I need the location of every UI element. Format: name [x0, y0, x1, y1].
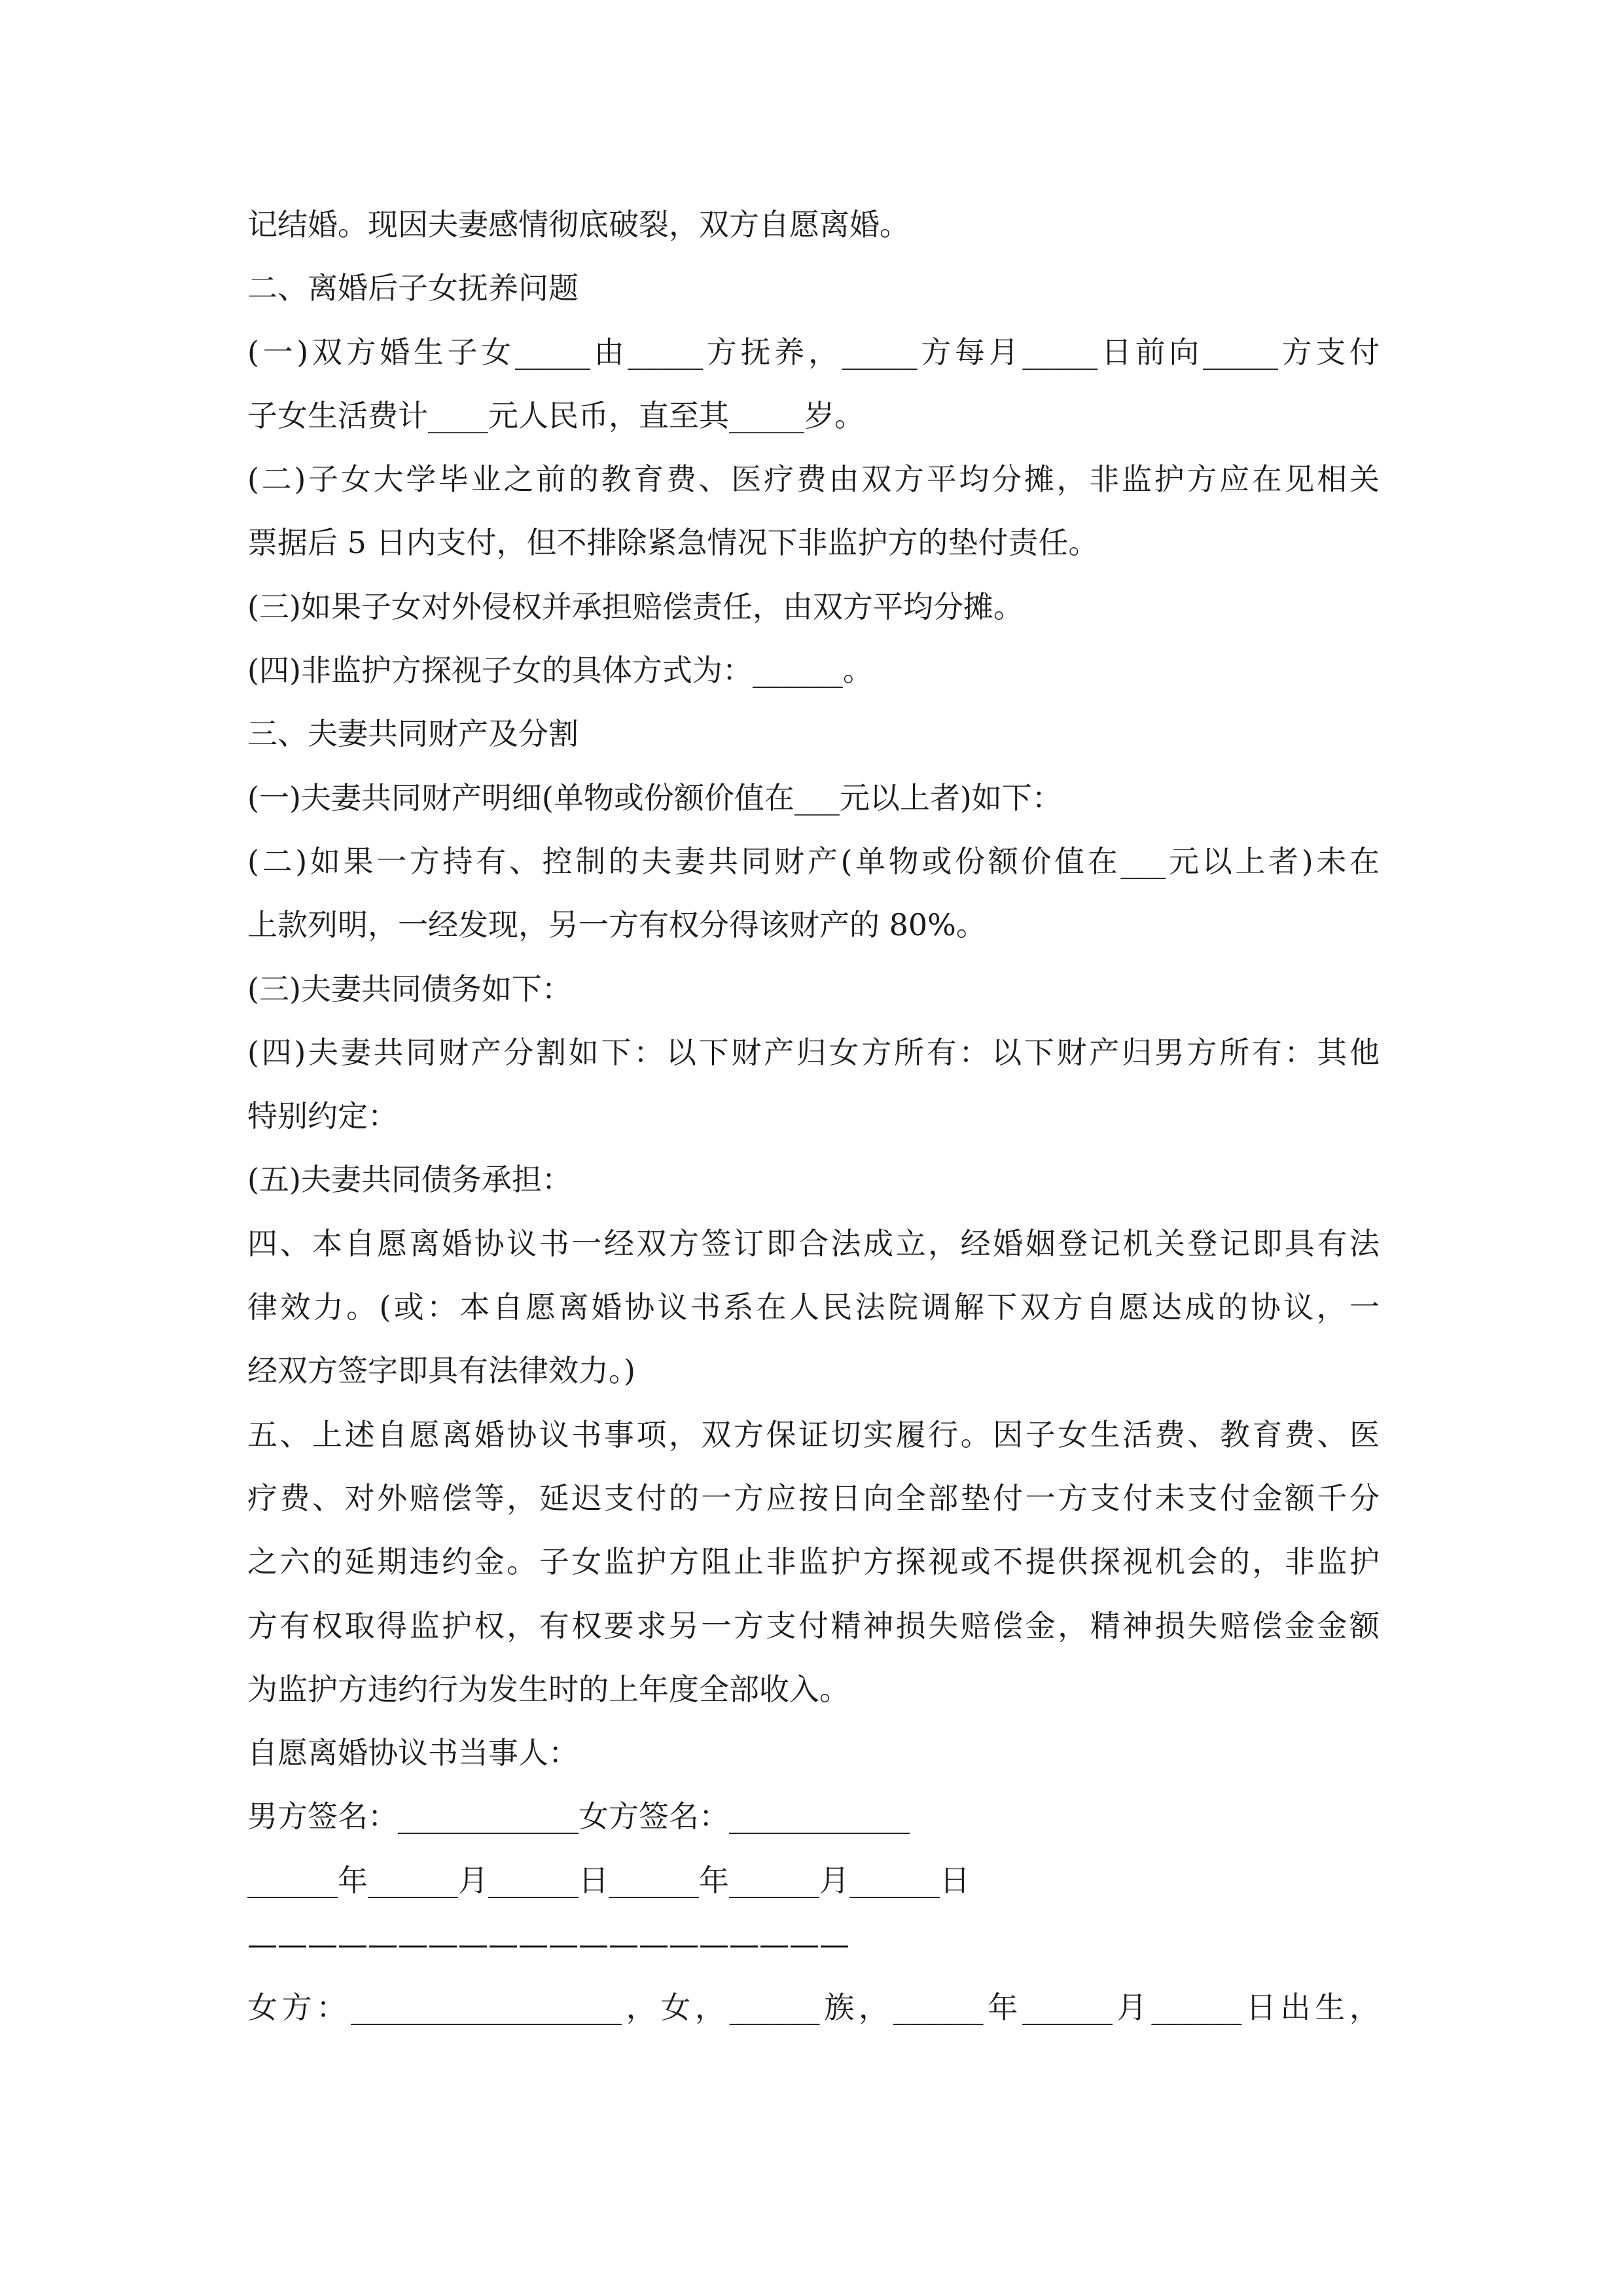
text-line: 记结婚。现因夫妻感情彻底破裂，双方自愿离婚。 [247, 207, 910, 242]
text-line: 疗费、对外赔偿等，延迟支付的一方应按日向全部垫付一方支付未支付金额千分 [247, 1480, 1380, 1516]
text-line: 五、上述自愿离婚协议书事项，双方保证切实履行。因子女生活费、教育费、医 [247, 1416, 1380, 1452]
signature-line: 男方签名：____________女方签名：____________ [247, 1799, 910, 1835]
text-line: (一)双方婚生子女_____由_____方抚养，_____方每月_____日前向_____方支付 [247, 334, 1380, 370]
parties-label: 自愿离婚协议书当事人： [247, 1735, 579, 1771]
text-line: (四)夫妻共同财产分割如下：以下财产归女方所有：以下财产归男方所有：其他 [247, 1034, 1380, 1070]
text-line: (五)夫妻共同债务承担： [247, 1162, 572, 1198]
text-line: (一)夫妻共同财产明细(单物或份额价值在___元以上者)如下： [247, 780, 1062, 816]
text-line: 票据后 5 日内支付，但不排除紧急情况下非监护方的垫付责任。 [247, 525, 1099, 561]
text-line: 经双方签字即具有法律效力。) [247, 1353, 635, 1389]
section-heading: 二、离婚后子女抚养问题 [247, 270, 579, 306]
text-line: 上款列明，一经发现，另一方有权分得该财产的 80%。 [247, 907, 986, 943]
text-line: (二)子女大学毕业之前的教育费、医疗费由双方平均分摊，非监护方应在见相关 [247, 461, 1380, 497]
date-line: ______年______月______日______年______月______日 [247, 1862, 970, 1898]
text-line: 律效力。(或：本自愿离婚协议书系在人民法院调解下双方自愿达成的协议，一 [247, 1289, 1380, 1325]
text-line: (三)如果子女对外侵权并承担赔偿责任，由双方平均分摊。 [247, 588, 1024, 624]
document-body [247, 193, 1380, 2040]
text-line: 方有权取得监护权，有权要求另一方支付精神损失赔偿金，精神损失赔偿金金额 [247, 1607, 1380, 1643]
separator-rule: ———————————————————— [247, 1926, 849, 1962]
text-line: 特别约定： [247, 1098, 398, 1134]
text-line: 为监护方违约行为发生时的上年度全部收入。 [247, 1671, 849, 1707]
text-line: (二)如果一方持有、控制的夫妻共同财产(单物或份额价值在___元以上者)未在 [247, 843, 1380, 879]
section-heading: 三、夫妻共同财产及分割 [247, 716, 579, 752]
text-line: 女方：__________________，女，______族，______年______月______日出生， [247, 1990, 1380, 2026]
text-line: 四、本自愿离婚协议书一经双方签订即合法成立，经婚姻登记机关登记即具有法 [247, 1225, 1380, 1261]
text-line: (三)夫妻共同债务如下： [247, 971, 572, 1007]
text-line: (四)非监护方探视子女的具体方式为：______。 [247, 653, 873, 689]
text-line: 之六的延期违约金。子女监护方阻止非监护方探视或不提供探视机会的，非监护 [247, 1544, 1380, 1580]
text-line: 子女生活费计____元人民币，直至其_____岁。 [247, 397, 865, 433]
